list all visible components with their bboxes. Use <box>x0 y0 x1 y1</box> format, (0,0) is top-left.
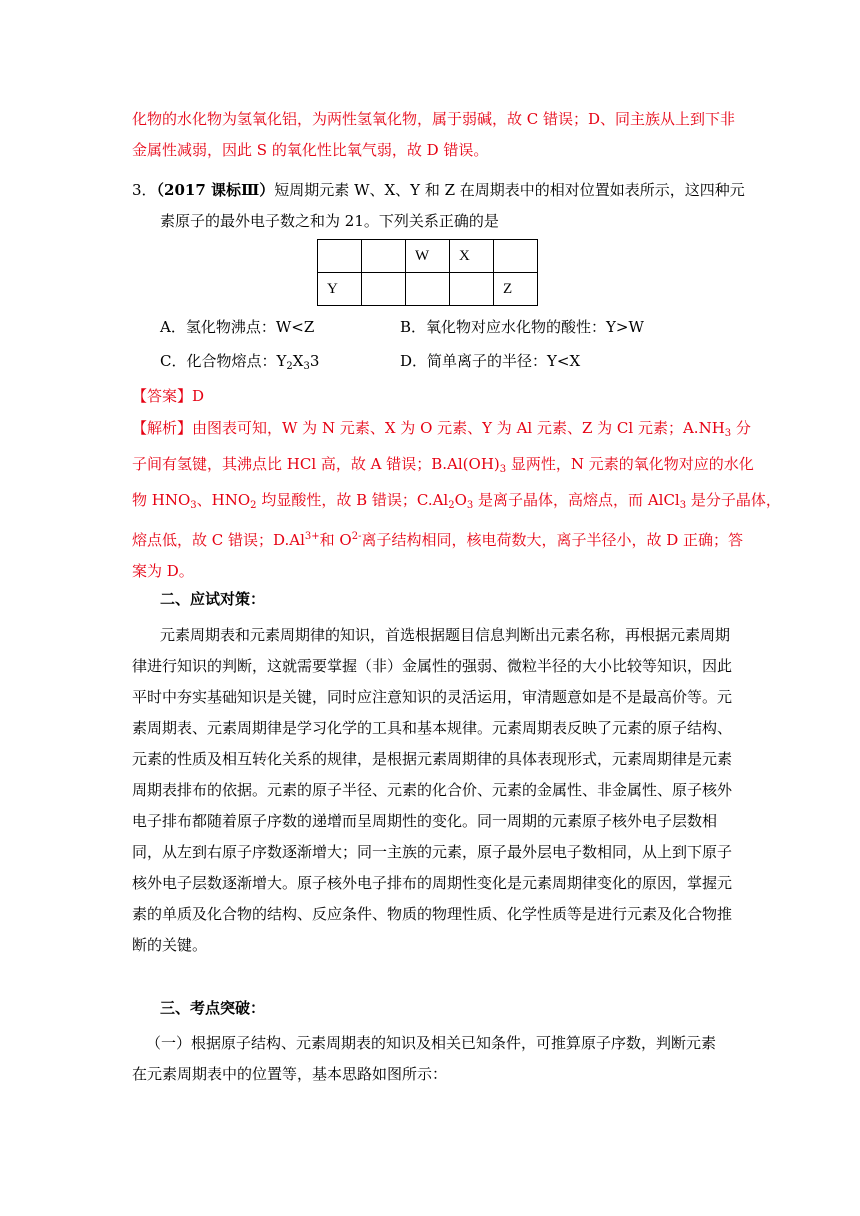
question-line-1 <box>132 175 745 206</box>
table-cell: Y <box>318 273 362 306</box>
analysis-line: 【解析】由图表可知，W 为 N 元素、X 为 O 元素、Y 为 Al 元素、Z 为 Cl 元素；$A.NH_3$ 分 <box>132 419 751 439</box>
body-line: （一）根据原子结构、元素周期表的知识及相关已知条件，可推算原子序数，判断元素 <box>146 1034 717 1052</box>
table-row <box>318 273 538 306</box>
table-cell <box>494 240 538 273</box>
body-line: 电子排布都随着原子序数的递增而呈周期性的变化。同一周期的元素原子核外电子层数相 <box>132 812 718 830</box>
body-line: 元素的性质及相互转化关系的规律，是根据元素周期律的具体表现形式，元素周期律是元素 <box>132 750 733 768</box>
option-c <box>160 350 319 372</box>
table-cell <box>318 240 362 273</box>
analysis-line: 熔点低，故 C 错误；$D.Al^{3+}$和 $O^{2-}$离子结构相同，核电荷数大，离子半径小，故 D 正确；答 <box>132 531 744 549</box>
table-cell <box>362 273 406 306</box>
body-line: 断的关键。 <box>132 936 208 954</box>
answer: 【答案】D <box>132 387 205 405</box>
table-row <box>318 240 538 273</box>
option-c-formula: $Y_2X_33$ <box>276 352 320 372</box>
question-stem-2: 素原子的最外电子数之和为 21。下列关系正确的是 <box>160 212 499 230</box>
prev-analysis <box>132 104 736 166</box>
body-line: 在元素周期表中的位置等，基本思路如图所示： <box>132 1065 448 1083</box>
option-c-label: C．化合物熔点： <box>160 352 277 370</box>
question-stem-1: 短周期元素 W、X、Y 和 Z 在周期表中的相对位置如表所示，这四种元 <box>274 181 745 199</box>
body-line: 核外电子层数逐渐增大。原子核外电子排布的周期性变化是元素周期律变化的原因，掌握元 <box>132 874 733 892</box>
table-cell <box>406 273 450 306</box>
body-line: 素的单质及化合物的结构、反应条件、物质的物理性质、化学性质等是进行元素及化合物推 <box>132 905 733 923</box>
periodic-position-table <box>317 239 538 306</box>
option-d: D．简单离子的半径：Y<X <box>400 352 581 370</box>
table-cell: W <box>406 240 450 273</box>
body-line: 平时中夯实基础知识是关键，同时应注意知识的灵活运用，审清题意如是不是最高价等。元 <box>132 688 733 706</box>
analysis-line: 子间有氢键，其沸点比 HCl 高，故 A 错误；$B.Al(OH)_3$ 显两性，N 元素的氧化物对应的水化 <box>132 455 754 475</box>
section-3-heading: 三、考点突破： <box>160 999 266 1017</box>
option-a: A．氢化物沸点：W<Z <box>160 318 315 336</box>
question-source: （2017 课标Ⅲ） <box>156 181 275 199</box>
analysis-line: 案为 D。 <box>132 562 194 580</box>
prev-analysis-line-1: 化物的水化物为氢氧化铝，为两性氢氧化物，属于弱碱，故 C 错误；D、同主族从上到下非 <box>132 110 736 128</box>
body-line: 同，从左到右原子序数逐渐增大；同一主族的元素，原子最外层电子数相同，从上到下原子 <box>132 843 733 861</box>
section-3-body <box>132 1028 732 1090</box>
table-cell: Z <box>494 273 538 306</box>
body-line: 元素周期表和元素周期律的知识，首选根据题目信息判断出元素名称，再根据元素周期 <box>160 626 731 644</box>
prev-analysis-line-2: 金属性减弱，因此 S 的氧化性比氧气弱，故 D 错误。 <box>132 141 489 159</box>
body-line: 周期表排布的依据。元素的原子半径、元素的化合价、元素的金属性、非金属性、原子核外 <box>132 781 733 799</box>
body-line: 素周期表、元素周期律是学习化学的工具和基本规律。元素周期表反映了元素的原子结构、 <box>132 719 733 737</box>
table-cell <box>450 273 494 306</box>
section-2-heading: 二、应试对策： <box>160 590 266 608</box>
analysis <box>132 413 781 587</box>
question-number: 3． <box>132 181 157 199</box>
section-2-body <box>132 620 732 961</box>
table-cell: X <box>450 240 494 273</box>
body-line: 律进行知识的判断，这就需要掌握（非）金属性的强弱、微粒半径的大小比较等知识，因此 <box>132 657 733 675</box>
analysis-line: 物 $HNO_3$、$HNO_2$ 均显酸性，故 B 错误；$C.Al_2O_3$ 是离子晶体，高熔点，而 AlCl$_3$ 是分子晶体， <box>132 491 781 511</box>
table-cell <box>362 240 406 273</box>
option-b: B．氧化物对应水化物的酸性：Y>W <box>400 318 644 336</box>
